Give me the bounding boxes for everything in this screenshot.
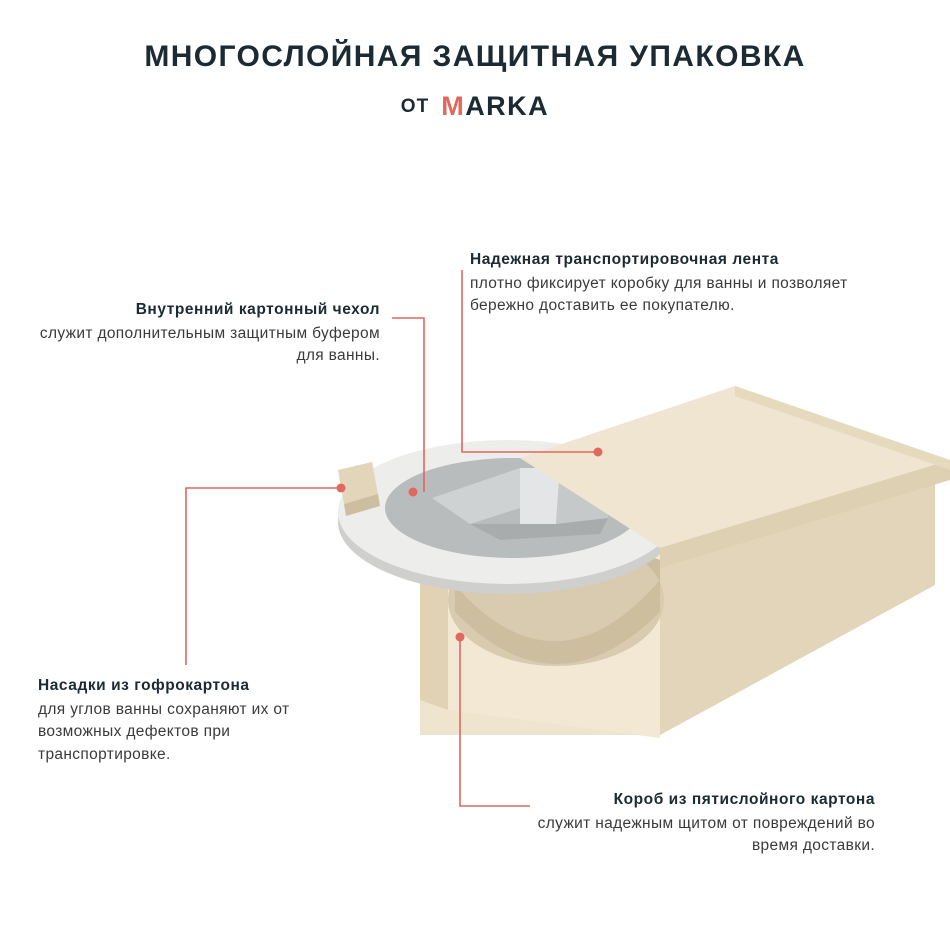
- callout-title: Короб из пятислойного картона: [613, 791, 875, 808]
- callout-corner-protectors: [38, 676, 348, 766]
- brand-logo-rest: ARKA: [465, 91, 550, 121]
- brand-logo-accent: M: [441, 91, 466, 121]
- callout-title: Надежная транспортировочная лента: [470, 251, 779, 268]
- dot-inner: [409, 488, 418, 497]
- callout-title: Насадки из гофрокартона: [38, 677, 250, 694]
- callout-five-layer-box: [500, 790, 875, 858]
- callout-title: Внутренний картонный чехол: [135, 301, 380, 318]
- dot-box: [456, 633, 465, 642]
- page-title: МНОГОСЛОЙНАЯ ЗАЩИТНАЯ УПАКОВКА: [144, 40, 806, 73]
- callout-body: служит дополнительным защитным буфером для ванны.: [39, 324, 380, 365]
- callout-body: плотно фиксирует коробку для ванны и позволяет бережно доставить ее покупателю.: [470, 274, 848, 315]
- dot-corner: [337, 484, 346, 493]
- dot-tape: [594, 448, 603, 457]
- callout-inner-cover: [20, 300, 380, 368]
- callout-body: служит надежным щитом от повреждений во время доставки.: [537, 814, 875, 855]
- callout-body: для углов ванны сохраняют их от возможных дефектов при транспортировке.: [38, 700, 290, 763]
- brand-prefix: ОТ: [400, 95, 430, 117]
- leader-corner: [186, 488, 340, 665]
- callout-transport-tape: [470, 250, 890, 318]
